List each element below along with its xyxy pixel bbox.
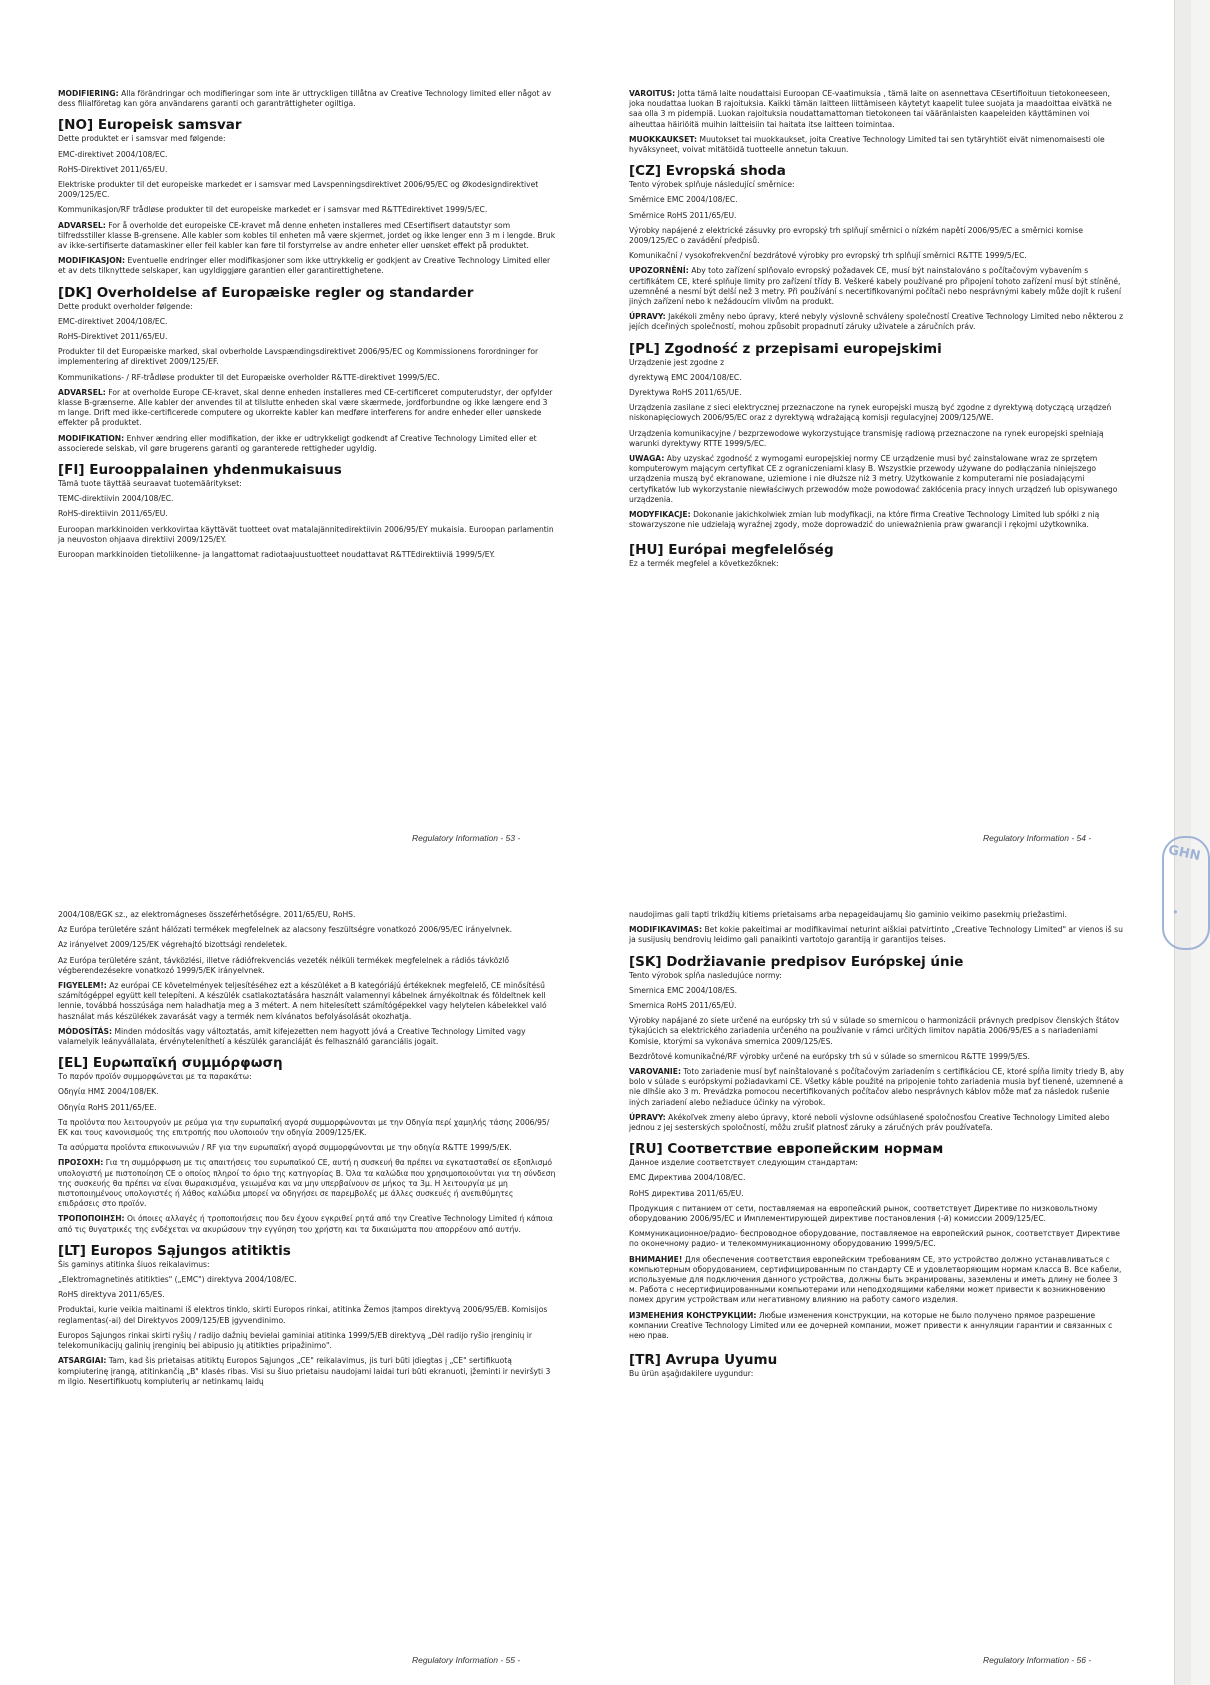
pl-p2: Dyrektywa RoHS 2011/65/UE.: [629, 388, 742, 398]
el-heading: [EL] Ευρωπαϊκή συμμόρφωση: [58, 1055, 283, 1072]
fi-intro: Tämä tuote täyttää seuraavat tuotemääritykset:: [58, 479, 242, 489]
lt-p2: RoHS direktyva 2011/65/ES.: [58, 1290, 165, 1300]
pl-modyfikacje: MODYFIKACJE: Dokonanie jakichkolwiek zmian lub modyfikacji, na które firma Creative Technology Limited lub spółki z nią stowarzyszone nie udzielają wyraźnej zgody, może doprowadzić do unieważnienia praw gwarancji i rękojmi użytkownika.: [629, 510, 1100, 530]
lt-continued: naudojimas gali tapti trikdžių kitiems prietaisams arba nepageidaujamų šio gaminio veikimo pasekmių priežastimi.: [629, 910, 1067, 919]
ru-p4: Коммуникационное/радио- беспроводное оборудование, поставляемое на европейский рынок, соответствует Директиве по оконечному радио- и телекоммуникационному оборудованию 1999/5/EC.: [629, 1229, 1120, 1249]
ru-intro: Данное изделие соответствует следующим стандартам:: [629, 1158, 858, 1168]
no-modifikasjon: MODIFIKASJON: Eventuelle endringer eller modifikasjoner som ikke uttrykkelig er godkjent av Creative Technology Limited eller et av dets tilknyttede selskaper, kan ugyldiggjøre garantien eller garantirettighetene.: [58, 256, 551, 276]
no-p4: Kommunikasjon/RF trådløse produkter til det europeiske markedet er i samsvar med R&TTEdirektivet 1999/5/EC.: [58, 205, 488, 215]
el-p2: Οδηγία RoHS 2011/65/ΕΕ.: [58, 1102, 157, 1112]
lt-intro: Šis gaminys atitinka šiuos reikalavimus:: [58, 1259, 210, 1269]
lt-heading: [LT] Europos Sąjungos atitiktis: [58, 1242, 291, 1259]
hu-p1: 2004/108/EGK sz., az elektromágneses összeférhetőségre. 2011/65/EU, RoHS.: [58, 910, 356, 919]
cz-upozorneni: UPOZORNĚNÍ: Aby toto zařízení splňovalo evropský požadavek CE, musí být nainstalováno s počítačovým vybavením s certifikátem CE, které splňuje limity pro zařízení třídy B. Veškeré kabely používané pro připojení tohoto zařízení musí být stíněné, uzemněné a nesmí být delší než 3 metry. Při používání s necertifikovanými počítači nebo nesprávnými kabely může dojít k rušení jiných zařízení nebo k nežádoucím vlivům na produkt.: [629, 266, 1122, 307]
el-intro: Το παρόν προϊόν συμμορφώνεται με τα παρακάτω:: [58, 1072, 252, 1082]
pl-p1: dyrektywą EMC 2004/108/EC.: [629, 372, 742, 382]
page-53: [58, 89, 556, 565]
dk-advarsel: ADVARSEL: For at overholde Europe CE-kravet, skal denne enheden installeres med CE-certificeret computerudstyr, der opfylder klasse B-grænserne. Alle kabler der anvendes til at tilslutte enheden skal være skærmede, jordforbundne og ikke længere end 3 m lange. Drift med ikke-certificerede computere og ukorrekte kabler kan medføre interferens for andre enheder eller uønskede effekter på produktet.: [58, 387, 553, 428]
sk-p1: Smernica EMC 2004/108/ES.: [629, 985, 738, 995]
sk-p2: Smernica RoHS 2011/65/EÚ.: [629, 1001, 737, 1011]
no-p3: Elektriske produkter til det europeiske markedet er i samsvar med Lavspenningsdirektivet 2006/95/EC og Økodesigndirektivet 2009/125/EC.: [58, 180, 539, 200]
ru-p2: RoHS директива 2011/65/EU.: [629, 1188, 744, 1198]
cz-p4: Komunikační / vysokofrekvenční bezdrátové výrobky pro evropský trh splňují směrnici R&TTE 1999/5/EC.: [629, 251, 1027, 261]
cz-heading: [CZ] Evropská shoda: [629, 163, 786, 180]
el-p3: Τα προϊόντα που λειτουργούν με ρεύμα για την ευρωπαϊκή αγορά συμμορφώνονται με την Οδηγία περί χαμηλής τάσης 2006/95/ΕΚ και τους κανονισμούς της επιτροπής που υλοποιούν την οδηγία 2009/125/ΕΚ.: [58, 1117, 550, 1138]
dk-p2: RoHS-Direktivet 2011/65/EU.: [58, 332, 168, 342]
fi-p3: Euroopan markkinoiden verkkovirtaa käyttävät tuotteet ovat matalajännitedirektiivin 2006/95/EY mukaisia. Euroopan parlamentin ja neuvoston ohjaava direktiivi 2009/125/EY.: [58, 524, 554, 544]
el-p1: Οδηγία ΗΜΣ 2004/108/ΕΚ.: [58, 1087, 159, 1097]
tr-intro: Bu ürün aşağıdakilere uygundur:: [629, 1369, 754, 1379]
fi-p2: RoHS-direktiivin 2011/65/EU.: [58, 509, 168, 519]
dk-p1: EMC-direktivet 2004/108/EC.: [58, 316, 168, 326]
ru-p3: Продукция с питанием от сети, поставляемая на европейский рынок, соответствует Директиве по низковольтному оборудованию 2006/95/EC и Имплементирующей директиве постановления (-й) комиссии 2009/125/EC.: [629, 1203, 1098, 1224]
no-intro: Dette produktet er i samsvar med følgende:: [58, 134, 226, 144]
dk-p4: Kommunikations- / RF-trådløse produkter til det Europæiske overholder R&TTE-direktivet 1999/5/EC.: [58, 372, 440, 382]
dk-modifikation: MODIFIKATION: Enhver ændring eller modifikation, der ikke er udtrykkeligt godkendt af Creative Technology Limited eller et associerede selskab, vil gøre brugerens garanti og garanterede rettigheder ugyldig.: [58, 433, 537, 453]
modifiering-paragraph: MODIFIERING: Alla förändringar och modifieringar som inte är uttryckligen tillåtna av Creative Technology limited eller något av dess filialföretag kan göra användarens garanti och garanträttigheter ogiltiga.: [58, 89, 552, 109]
dk-heading: [DK] Overholdelse af Europæiske regler og standarder: [58, 284, 474, 301]
page-55: [58, 910, 556, 1392]
no-heading: [NO] Europeisk samsvar: [58, 117, 242, 134]
pl-p4: Urządzenia komunikacyjne / bezprzewodowe wykorzystujące transmisję radiową przeznaczone na rynek europejski spełniają warunki dyrektywy RTTE 1999/5/EC.: [629, 428, 1104, 448]
lt-p3: Produktai, kurie veikia maitinami iš elektros tinklo, skirti Europos rinkai, atitinka Žemos įtampos direktyvą 2006/95/EB. Komisijos reglamentas(-ai) del Direktyvos 2009/125/EB įgyvendinimo.: [58, 1305, 548, 1325]
hu-intro: Ez a termék megfelel a következőknek:: [629, 558, 779, 568]
sk-upravy: ÚPRAVY: Akékoľvek zmeny alebo úpravy, ktoré neboli výslovne odsúhlasené spoločnosťou Creative Technology Limited alebo jednou z jej sesterských spoločností, môžu zrušiť platnosť záruky a záručných práv používateľa.: [629, 1112, 1110, 1133]
ru-vnimanie: ВНИМАНИЕ! Для обеспечения соответствия европейским требованиям CE, это устройство должно устанавливаться с компьютерным оборудованием, сертифицированным по стандарту CE и удовлетворяющим нормам класса B. Все кабели, используемые для подключения данного устройства, должны быть экранированы, заземлены и иметь длину не более 3 м. Работа с несертифицированными компьютерами или неподходящими кабелями может привести к возникновению помех другим устройствам или негативному влиянию на работу самого изделия.: [629, 1254, 1122, 1305]
fi-p1: TEMC-direktiivin 2004/108/EC.: [58, 494, 174, 504]
cz-p1: Směrnice EMC 2004/108/EC.: [629, 195, 738, 205]
el-p4: Τα ασύρματα προϊόντα επικοινωνιών / RF για την ευρωπαϊκή αγορά συμμορφώνονται με την οδηγία R&TTE 1999/5/ΕΚ.: [58, 1143, 512, 1153]
no-p2: RoHS-Direktivet 2011/65/EU.: [58, 164, 168, 174]
ru-p1: EMC Директива 2004/108/EC.: [629, 1173, 746, 1183]
el-tropopoiisi: ΤΡΟΠΟΠΟΙΗΣΗ: Οι όποιες αλλαγές ή τροποποιήσεις που δεν έχουν εγκριθεί ρητά από την Creative Technology Limited ή κάποια από τις θυγατρικές της ενδέχεται να ακυρώσουν την εγγύηση του χρήστη και τα δικαιώματα που απορρέουν από αυτήν.: [58, 1214, 553, 1234]
lt-p1: „Elektromagnetinės atitikties" („EMC") direktyva 2004/108/EC.: [58, 1275, 297, 1285]
lt-atsargiai: ATSARGIAI: Tam, kad šis prietaisas atitiktų Europos Sąjungos „CE" reikalavimus, jis turi būti įdiegtas į „CE" sertifikuotą kompiuterinę įrangą, atitinkančią „B" klasės ribas. Visi su šiuo prietaisu naudojami laidai turi būti ekranuoti, įžeminti ir neviršyti 3 m ilgio. Nesertifikuotų kompiuterių ar netinkamų laidų: [58, 1356, 551, 1386]
hu-p3: Az irányelvet 2009/125/EK végrehajtó bizottsági rendeletek.: [58, 940, 288, 950]
hu-heading: [HU] Európai megfelelőség: [629, 541, 834, 558]
cz-upravy: ÚPRAVY: Jakékoli změny nebo úpravy, které nebyly výslovně schváleny společností Creative Technology Limited nebo některou z jejích dceřiných společností, mohou způsobit propadnutí záruky uživatele a záručních práv.: [629, 312, 1124, 332]
ru-heading: [RU] Соответствие европейским нормам: [629, 1141, 944, 1158]
sk-p4: Bezdrôtové komunikačné/RF výrobky určené na európsky trh sú v súlade so smernicou R&TTE 1999/5/ES.: [629, 1051, 1030, 1061]
tr-heading: [TR] Avrupa Uyumu: [629, 1352, 778, 1369]
cz-p3: Výrobky napájené z elektrické zásuvky pro evropský trh splňují směrnici o nízkém napětí 2006/95/EC a směrnici komise 2009/125/EC o zavádění předpisů.: [629, 225, 1083, 246]
hu-figyelem: FIGYELEM!: Az európai CE követelmények teljesítéséhez ezt a készüléket a B kategóriájú értékeknek megfelelő, CE minősítésű számítógéppel együtt kell telepíteni. A készülék csatlakoztatására használt valamennyi kábelnek árnyékoltnak és földeltnek kell lennie, továbbá hosszúsága nem haladhatja meg a 3 métert. A nem hitelesített számítógépekkel vagy helytelen kábelekkel való használat más készülékek zavarását vagy a termék nem kívánatos befolyásolását okozhatja.: [58, 981, 547, 1021]
dk-p3: Produkter til det Europæiske marked, skal ovberholde Lavspændingsdirektivet 2006/95/EC og Kommissionens forordninger for implementering af direktivet 2009/125/EF.: [58, 347, 539, 367]
pl-heading: [PL] Zgodność z przepisami europejskimi: [629, 340, 942, 357]
page-56: [629, 910, 1127, 1385]
fi-heading: [FI] Eurooppalainen yhdenmukaisuus: [58, 462, 342, 479]
el-prosoxi: ΠΡΟΣΟΧΗ: Για τη συμμόρφωση με τις απαιτήσεις του ευρωπαϊκού CE, αυτή η συσκευή θα πρέπει να εγκατασταθεί σε εξοπλισμό υπολογιστή με πιστοποίηση CE ο οποίος πληροί το όριο της κατηγορίας B. Όλα τα καλώδια που χρησιμοποιούνται για τη σύνδεση της συσκευής θα πρέπει να είναι θωρακισμένα, γειωμένα και να μην υπερβαίνουν σε μήκος τα 3μ. Η λειτουργία με μη πιστοποιημένους υπολογιστές ή λάθος καλώδια μπορεί να οδηγήσει σε παρεμβολές με άλλες συσκευές ή ανεπιθύμητες επιδράσεις στο προϊόν.: [58, 1158, 556, 1209]
muokkaukset-paragraph: MUOKKAUKSET: Muutokset tai muokkaukset, joita Creative Technology Limited tai sen tytäryhtiöt eivät nimenomaisesti ole hyväksyneet, voivat mitätöidä tuotteelle annetun takuun.: [629, 134, 1105, 155]
page-54: [629, 89, 1127, 574]
pl-uwaga: UWAGA: Aby uzyskać zgodność z wymogami europejskiej normy CE urządzenie musi być zainstalowane wraz ze sprzętem komputerowym mającym certyfikat CE z ograniczeniami klasy B. Wszystkie przewody używane do podłączania niniejszego urządzenia muszą być ekranowane, uziemione i nie dłuższe niż 3 metry. Użytkowanie z komputerami nie posiadającymi certyfikatów lub wykorzystanie niewłaściwych przewodów może powodować zakłócenia pracy innych urządzeń lub opisywanego urządzenia.: [629, 454, 1118, 504]
pl-intro: Urządzenie jest zgodne z: [629, 357, 725, 367]
footer-page-55: Regulatory Information - 55 -: [412, 1655, 521, 1665]
cz-intro: Tento výrobek splňuje následující směrnice:: [629, 180, 795, 190]
sk-varovanie: VAROVANIE: Toto zariadenie musí byť nainštalované s počítačovým zariadením s certifikáciou CE, ktoré spĺňa limity triedy B, aby bolo v súlade s európskymi požiadavkami CE. Všetky káble použité na pripojenie tohto zariadenia musia byť tienené, uzemnené a nie dlhšie ako 3 m. Prevádzka pomocou necertifikovaných počítačov alebo nesprávnych káblov môže mať za následok rušenie iných zariadení alebo nežiaduce účinky na výrobok.: [629, 1067, 1125, 1107]
sk-intro: Tento výrobok spĺňa nasledujúce normy:: [629, 970, 782, 980]
cz-p2: Směrnice RoHS 2011/65/EU.: [629, 210, 737, 220]
lt-p4: Europos Sąjungos rinkai skirti ryšių / radijo dažnių bevielai gaminiai atitinka 1999/5/EB direktyvą „Dėl radijo ryšio įrenginių ir telekomunikacijų galinių įrenginių bei abipusio jų atitikties pripažinimo".: [58, 1330, 533, 1351]
no-advarsel: ADVARSEL: For å overholde det europeiske CE-kravet må denne enheten installeres med CEsertifisert datautstyr som tilfredsstiller klasse B-grensene. Alle kabler som kobles til enheten må være skjermet, jordet og ikke lenger enn 3 m i lengde. Bruk av ikke-sertifiserte datamaskiner eller feil kabler kan føre til forstyrrelse av andre enheter eller uønsket effekt på produktet.: [58, 220, 556, 251]
sk-p3: Výrobky napájané zo siete určené na európsky trh sú v súlade so smernicou o harmonizácii právnych predpisov členských štátov týkajúcich sa elektrického zariadenia určeného na používanie v rámci určitých limitov napätia 2006/95/ES a s nariadeniami Komisie, ktorými sa vykonáva smernica 2009/125/ES.: [629, 1016, 1120, 1046]
hu-p4: Az Európa területére szánt, távközlési, illetve rádiófrekvenciás vezeték nélküli termékek megfelelnek a rádiós távközlő végberendezésekre vonatkozó 1999/5/EK irányelvnek.: [58, 955, 510, 975]
dk-intro: Dette produkt overholder følgende:: [58, 301, 193, 311]
footer-page-54: Regulatory Information - 54 -: [983, 833, 1092, 843]
footer-page-53: Regulatory Information - 53 -: [412, 833, 521, 843]
lt-modifikavimas: MODIFIKAVIMAS: Bet kokie pakeitimai ar modifikavimai neturint aiškiai patvirtinto „Creative Technology Limited" ar vienos iš su ja susijusių bendrovių leidimo gali panaikinti vartotojo garantiją ir garantijos teises.: [629, 925, 1123, 945]
hu-p2: Az Európa területére szánt hálózati termékek megfelelnek az alacsony feszültségre vonatkozó 2006/95/EC irányelvnek.: [58, 925, 513, 935]
pl-p3: Urządzenia zasilane z sieci elektrycznej przeznaczone na rynek europejski muszą być zgodne z dyrektywą dotyczącą urządzeń niskonapięciowych 2006/95/EC oraz z dyrektywą wdrażającą komisji regulacyjnej 2009/125/WE.: [629, 403, 1112, 423]
ru-izmeneniya: ИЗМЕНЕНИЯ КОНСТРУКЦИИ: Любые изменения конструкции, на которые не было получено прямое разрешение компании Creative Technology Limited или ее дочерней компании, может привести к аннуляции гарантии и связанных с нею прав.: [629, 1310, 1113, 1341]
footer-page-56: Regulatory Information - 56 -: [983, 1655, 1092, 1665]
fi-p4: Euroopan markkinoiden tietoliikenne- ja langattomat radiotaajuustuotteet noudattavat R&TTEdirektiiviä 1999/5/EY.: [58, 550, 496, 560]
hu-modositas: MÓDOSÍTÁS: Minden módosítás vagy változtatás, amit kifejezetten nem hagyott jóvá a Creative Technology Limited vagy valamelyik leányvállalata, érvényteleníthetí a készülék garanciáját és felhasználó garanciális jogait.: [58, 1026, 526, 1047]
no-p1: EMC-direktivet 2004/108/EC.: [58, 149, 168, 159]
varoitus-paragraph: VAROITUS: Jotta tämä laite noudattaisi Euroopan CE-vaatimuksia , tämä laite on asennettava CEsertifioituun tietokoneeseen, joka noudattaa luokan B rajoituksia. Kaikki tämän laitteen liittämiseen käytetyt kaapelit tulee suojata ja maadoittaa eivätkä ne saa olla 3 m pidempiä. Luokan rajoituksia noudattamattoman tietokoneen tai vääränlaisten kaapeleiden käyttäminen voi aiheuttaa häiriöitä muihin laitteisiin tai haitata itse laitteen toimintaa.: [629, 89, 1112, 129]
sk-heading: [SK] Dodržiavanie predpisov Európskej únie: [629, 953, 964, 970]
ink-stamp-mark: GHN •: [1162, 836, 1210, 950]
